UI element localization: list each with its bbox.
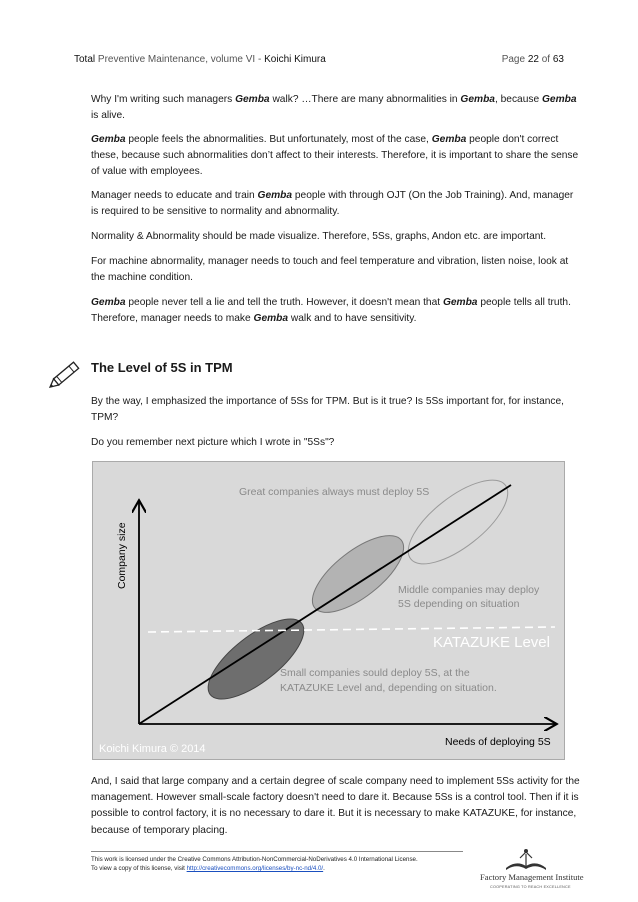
emphasis-term: Gemba: [91, 134, 126, 145]
emphasis-term: Gemba: [442, 297, 478, 308]
emphasis-term: Gemba: [431, 134, 467, 145]
text-run: is alive.: [91, 110, 125, 122]
license-line: This work is licensed under the Creative Commons Attribution-NonCommercial-NoDerivatives 4.0 International License.: [91, 856, 418, 863]
paragraph: [91, 229, 583, 245]
paragraph: [91, 254, 583, 286]
paragraph: [91, 435, 583, 451]
license-link[interactable]: http://creativecommons.org/licenses/by-nc-nd/4.0/: [186, 865, 324, 872]
license-notice: [91, 855, 471, 873]
text-run: , because: [494, 94, 542, 105]
book-icon: [476, 848, 576, 874]
text-run: And, I said that large company and a certain degree of scale company need to implement 5Ss activity for the management. However small-scale factory doesn't need to dare it. Because 5Ss is a control tool. Then if it is possible to control factory, it is no necessary to dare it. But it is necessary to make KATAZUKE, for instance, because of temporary placing.: [91, 776, 580, 836]
document-title: Total Preventive Maintenance, volume VI - Koichi Kimura: [74, 54, 326, 65]
emphasis-term: Gemba: [460, 94, 495, 105]
text-run: By the way, I emphasized the importance of 5Ss for TPM. But is it true? Is 5Ss important for, for instance, TPM?: [91, 396, 564, 424]
text-run: For machine abnormality, manager needs to touch and feel temperature and vibration, listen noise, look at the machine condition.: [91, 256, 569, 284]
middle-companies-ellipse: [300, 522, 415, 626]
text-run: Why I'm writing such managers: [91, 94, 236, 105]
logo-tagline: COOPERATING TO REACH EXCELLENCE: [490, 885, 571, 889]
pencil-icon: [48, 355, 84, 400]
paragraph: [91, 774, 583, 839]
emphasis-term: Gemba: [91, 297, 126, 308]
y-axis-label: Company size: [116, 522, 128, 589]
logo-name: Factory Management Institute: [480, 872, 584, 882]
great-companies-ellipse: [395, 465, 520, 578]
copyright-label: Koichi Kimura © 2014: [99, 743, 206, 755]
katazuke-level-line: [148, 627, 555, 632]
emphasis-term: Gemba: [541, 94, 577, 105]
page-number: Page 22 of 63: [501, 54, 564, 65]
text-run: people with through OJT (On the Job Training). And, manager is required to be sensitive to normality and abnormality.: [91, 190, 574, 218]
great-companies-label: Great companies always must deploy 5S: [239, 486, 430, 498]
middle-companies-label-1: Middle companies may deploy: [398, 584, 540, 596]
text-run: Normality & Abnormality should be made visualize. Therefore, 5Ss, graphs, Andon etc. are important.: [91, 231, 547, 242]
emphasis-term: Gemba: [257, 190, 293, 201]
small-companies-label-1: Small companies sould deploy 5S, at the: [280, 667, 470, 679]
section-heading: The Level of 5S in TPM: [91, 360, 233, 375]
paragraph: [91, 132, 583, 181]
5s-level-diagram: [92, 461, 565, 760]
text-run: Do you remember next picture which I wrote in "5Ss"?: [91, 437, 335, 448]
footer-divider: [91, 851, 463, 852]
middle-companies-label-2: 5S depending on situation: [398, 598, 520, 610]
text-run: walk? …There are many abnormalities in: [269, 94, 461, 105]
text-run: people feels the abnormalities. But unfortunately, most of the case,: [125, 134, 432, 145]
small-companies-label-2: KATAZUKE Level and, depending on situation.: [280, 682, 497, 694]
paragraph: [91, 295, 583, 327]
text-run: people tells all truth. Therefore, manager needs to make: [91, 297, 571, 325]
text-run: people don't correct these, because such abnormalities don’t affect to their interests. Therefore, it is important to share the sense of value with employees.: [91, 134, 579, 178]
paragraph: [91, 92, 583, 124]
emphasis-term: Gemba: [253, 313, 289, 325]
license-line: To view a copy of this license, visit http://creativecommons.org/licenses/by-nc-nd/4.0/.: [91, 865, 325, 872]
text-run: Manager needs to educate and train: [91, 190, 258, 201]
text-run: walk and to have sensitivity.: [288, 313, 417, 325]
institute-logo: [476, 848, 584, 892]
paragraph: [91, 188, 583, 220]
katazuke-level-label: KATAZUKE Level: [433, 634, 550, 651]
paragraph: [91, 394, 583, 426]
emphasis-term: Gemba: [235, 94, 270, 105]
diagram-canvas: [93, 462, 564, 759]
x-axis-label: Needs of deploying 5S: [445, 736, 551, 748]
text-run: people never tell a lie and tell the truth. However, it doesn't mean that: [125, 297, 443, 308]
